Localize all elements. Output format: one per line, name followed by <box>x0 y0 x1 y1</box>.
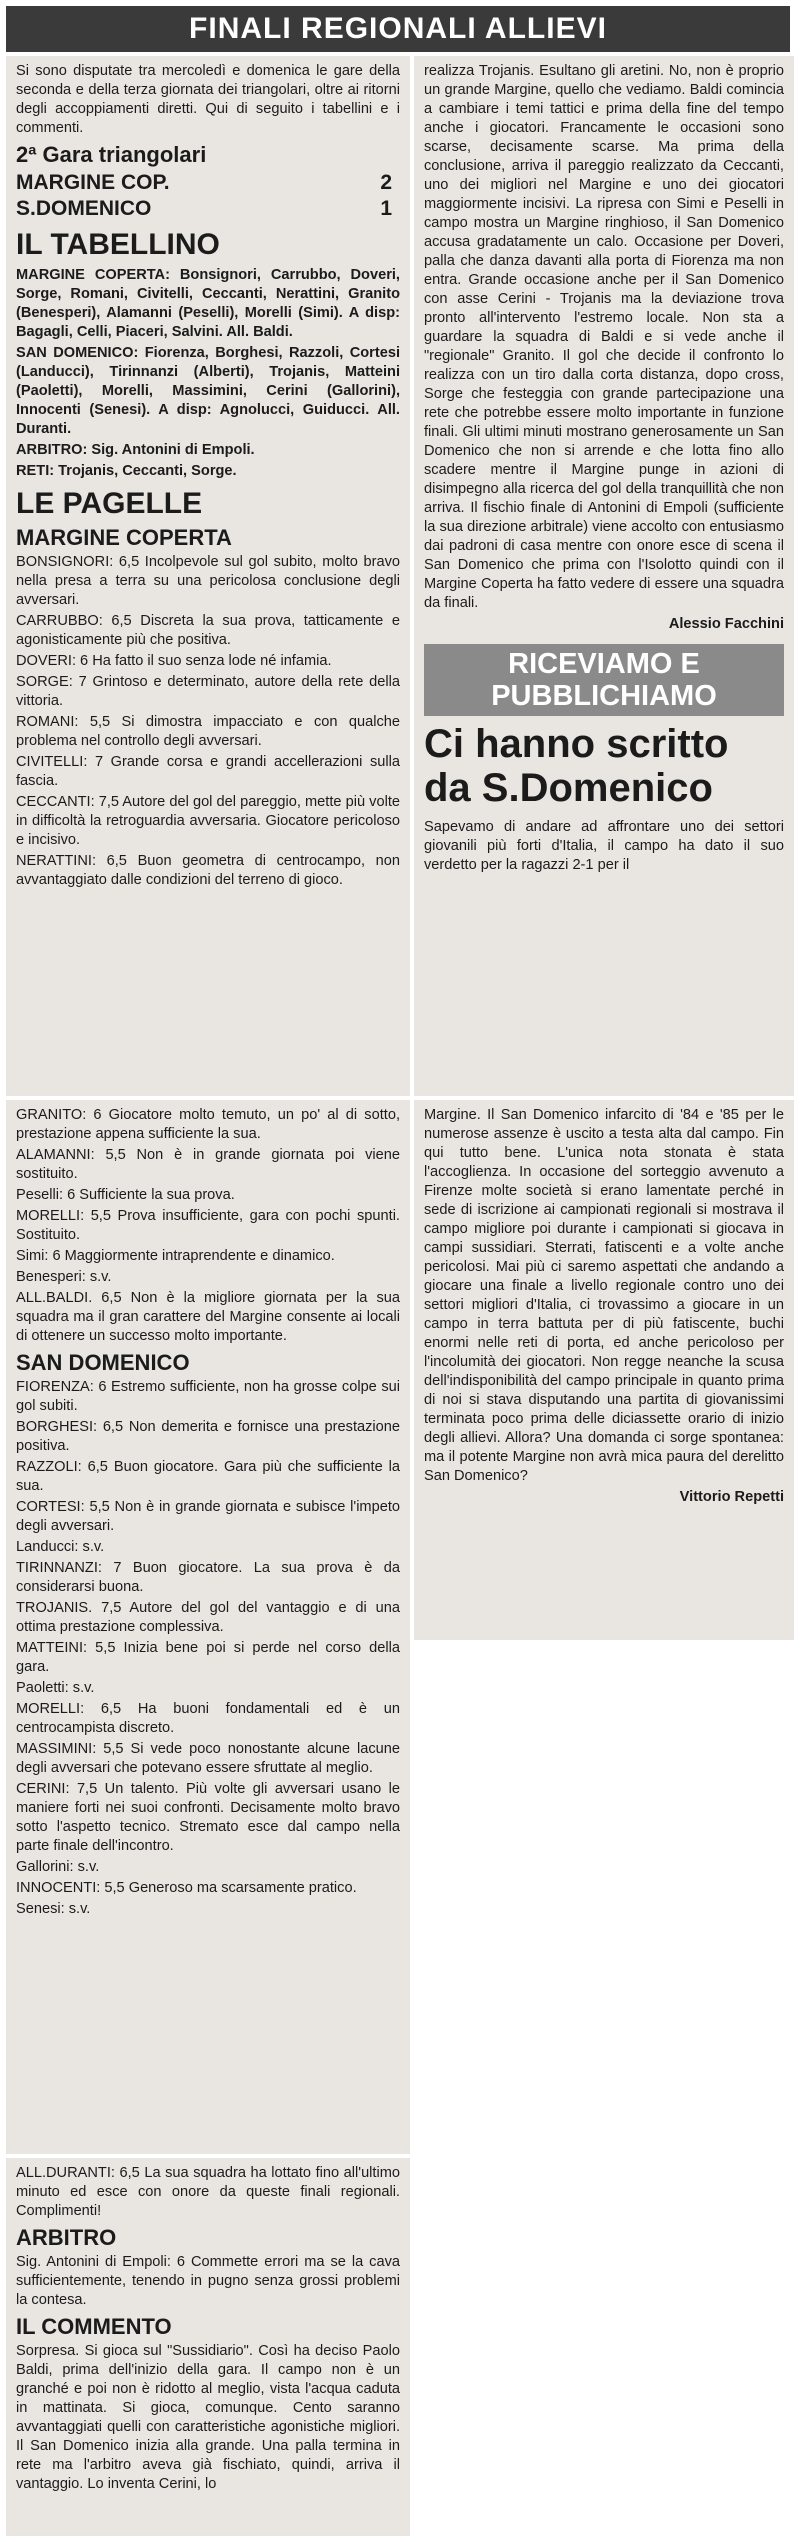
clipping-cronaca <box>414 56 794 1096</box>
ratings-sd-list <box>16 1378 400 1919</box>
tabellino-margine: MARGINE COPERTA: Bonsignori, Carrubbo, Doveri, Sorge, Romani, Civitelli, Ceccanti, Nerattini, Granito (Benesperi), Alamanni (Peselli), Morelli (Simi). A disp: Bagagli, Celli, Piaceri, Salvini. All. Baldi. <box>16 267 400 340</box>
rating-entry: Simi: 6 Maggiormente intraprendente e dinamico. <box>16 1248 335 1264</box>
rating-entry: Senesi: s.v. <box>16 1901 91 1917</box>
rating-entry: Benesperi: s.v. <box>16 1269 112 1285</box>
rating-entry: Landucci: s.v. <box>16 1539 105 1555</box>
rating-entry: Gallorini: s.v. <box>16 1859 100 1875</box>
sandomenico-title: SAN DOMENICO <box>16 1350 190 1375</box>
clipping-lettera <box>414 1100 794 1640</box>
rating-entry: CERINI: 7,5 Un talento. Più volte gli avversari usano le maniere forti nei suoi confronti. Decisamente molto bravo sotto l'aspetto tecnico. Stremato esce dal campo nella parte finale dell'incontro. <box>16 1781 400 1854</box>
rating-entry: RAZZOLI: 6,5 Buon giocatore. Gara più che sufficiente la sua. <box>16 1459 400 1494</box>
rating-entry: ALAMANNI: 5,5 Non è in grande giornata poi viene sostituito. <box>16 1147 400 1182</box>
commento-title: IL COMMENTO <box>16 2314 172 2339</box>
page-banner: FINALI REGIONALI ALLIEVI <box>6 6 790 52</box>
rating-entry: BONSIGNORI: 6,5 Incolpevole sul gol subito, molto bravo nella presa a terra su una pericolosa conclusione degli avversari. <box>16 554 400 608</box>
margine-title: MARGINE COPERTA <box>16 525 232 550</box>
arbitro-title: ARBITRO <box>16 2225 117 2250</box>
rating-entry: SORGE: 7 Grintoso e determinato, autore della rete della vittoria. <box>16 674 400 709</box>
signature-repetti: Vittorio Repetti <box>679 1489 784 1505</box>
rating-entry: FIORENZA: 6 Estremo sufficiente, non ha grosse colpe sui gol subiti. <box>16 1379 400 1414</box>
tabellino-arbitro: ARBITRO: Sig. Antonini di Empoli. <box>16 442 255 458</box>
rating-entry: BORGHESI: 6,5 Non demerita e fornisce una prestazione positiva. <box>16 1419 400 1454</box>
clipping-pagelle <box>6 1100 410 2154</box>
arbitro-rating: Sig. Antonini di Empoli: 6 Commette errori ma se la cava sufficientemente, tenendo in pugno senza grossi problemi la contesa. <box>16 2254 400 2308</box>
rating-entry: DOVERI: 6 Ha fatto il suo senza lode né infamia. <box>16 653 332 669</box>
rating-entry: MASSIMINI: 5,5 Si vede poco nonostante alcune lacune degli avversari che potevano essere sfruttate al meglio. <box>16 1741 400 1776</box>
rating-entry: ROMANI: 5,5 Si dimostra impacciato e con qualche problema nel controllo degli avversari. <box>16 714 400 749</box>
rating-entry: MORELLI: 6,5 Ha buoni fondamentali ed è un centrocampista discreto. <box>16 1701 400 1736</box>
score-row-2 <box>16 196 400 222</box>
letter-start: Sapevamo di andare ad affrontare uno dei settori giovanili più forti d'Italia, il campo ha dato il suo verdetto per la ragazzi 2-1 per il <box>424 819 784 873</box>
tabellino-reti: RETI: Trojanis, Ceccanti, Sorge. <box>16 463 237 479</box>
rating-entry: CARRUBBO: 6,5 Discreta la sua prova, tatticamente e agonisticamente più che positiva. <box>16 613 400 648</box>
tabellino-title: IL TABELLINO <box>16 228 220 261</box>
duranti-rating: ALL.DURANTI: 6,5 La sua squadra ha lottato fino all'ultimo minuto ed esce con onore da queste finali regionali. Complimenti! <box>16 2165 400 2219</box>
intro-text: Si sono disputate tra mercoledì e domenica le gare della seconda e della terza giornata dei triangolari, oltre ai ritorni degli accoppiamenti diretti. Qui di seguito i tabellini e i commenti. <box>16 63 400 136</box>
ratings-mid-list <box>16 1106 400 1346</box>
ratings-top-list <box>16 553 400 890</box>
rating-entry: CIVITELLI: 7 Grande corsa e grandi accellerazioni sulla fascia. <box>16 754 400 789</box>
cronaca-text: realizza Trojanis. Esultano gli aretini. No, non è proprio un grande Margine, quello che vediamo. Baldi comincia a cambiare i temi tattici e prima della fine del tempo anche i giocatori. Francamente le occasioni sono scarse, decisamente scarse. Ma prima della conclusione, arriva il pareggio realizzato da Ceccanti, uno dei migliori nel Margine e uno dei giocatori maggiormente incisivi. La ripresa con Simi e Peselli in campo mostra un Margine ringhioso, il San Domenico accusa gradatamente un calo. Occasione per Doveri, palla che danza davanti alla porta di Fiorenza ma non entra. Grande occasione anche per il San Domenico con asse Cerini - Trojanis ma la deviazione trova pronto all'intervento l'estremo locale. Non sta a guardare la squadra di Baldi e si vede anche il "regionale" Granito. Il gol che decide il confronto lo realizza con un tiro dalla corta distanza, dopo cross, Sorge che festeggia con grande partecipazione una rete che potrebbe essere molto importante in funzione finali. Gli ultimi minuti mostrano generosamente un San Domenico che non si arrende e che lotta fino allo scadere mentre il Margine punge in azioni di disimpegno alla ricerca del gol della tranquillità che non arriva. Il fischio finale di Antonini di Empoli (sufficiente la sua direzione arbitrale) viene accolto con entusiasmo dai padroni di casa mentre con onore esce di scena il San Domenico che prima con l'Isolotto quindi con il Margine Coperta ha fatto vedere di essere una squadra da finali. <box>424 63 784 611</box>
rating-entry: NERATTINI: 6,5 Buon geometra di centrocampo, non avvantaggiato dalle condizioni del terreno di gioco. <box>16 853 400 888</box>
score-margine: 2 <box>380 171 392 194</box>
letter-headline: Ci hanno scritto da S.Domenico <box>424 722 729 810</box>
riceviamo-box: RICEVIAMO E PUBBLICHIAMO <box>424 644 784 716</box>
rating-entry: CECCANTI: 7,5 Autore del gol del pareggio, mette più volte in difficoltà la retroguardia avversaria. Giocatore pericoloso e incisivo. <box>16 794 400 848</box>
pagelle-title: LE PAGELLE <box>16 487 203 520</box>
rating-entry: MATTEINI: 5,5 Inizia bene poi si perde nel corso della gara. <box>16 1640 400 1675</box>
score-row-1 <box>16 170 400 196</box>
rating-entry: Paoletti: s.v. <box>16 1680 95 1696</box>
commento-text: Sorpresa. Si gioca sul "Sussidiario". Così ha deciso Paolo Baldi, prima dell'inizio della gara. Il campo non è un granché e poi non è ridotto al meglio, vista l'acqua caduta in mattinata. Si gioca, comunque. Cento saranno avvantaggiati quelli con caratteristiche agonistiche migliori. Il San Domenico inizia alla grande. Una palla termina in rete ma l'arbitro aveva già fischiato, quindi, arriva il vantaggio. Lo inventa Cerini, lo <box>16 2343 400 2492</box>
clipping-commento <box>6 2158 410 2536</box>
rating-entry: ALL.BALDI. 6,5 Non è la migliore giornata per la sua squadra ma il gran carattere del Margine consente ai locali di ottenere un successo molto importante. <box>16 1290 400 1344</box>
rating-entry: INNOCENTI: 5,5 Generoso ma scarsamente pratico. <box>16 1880 357 1896</box>
letter-text: Margine. Il San Domenico infarcito di '84 e '85 per le numerose assenze è uscito a testa alta dal campo. Fin qui tutto bene. L'unica nota stonata è stata l'accoglienza. In occasione del sorteggio avvenuto a Firenze molte società si erano lamentate perché in sede di iscrizione ai campionati regionali si mostrava il campo migliore poi durante i campionati si giocava in campi sussidiari. Sterrati, fatiscenti e a volte anche pericolosi. Mai più ci saremo aspettati che andando a giocare una finale a livello regionale contro uno dei settori migliori d'Italia, ci trovassimo a giocare in un campo in terra battuta per di più fatiscente, buchi enormi nelle reti di porta, ed anche pericoloso per l'incolumità dei giocatori. Non regge neanche la scusa dell'indisponibilità del campo principale in quanto prima di noi si stava disputando una partita di giovanissimi terminata poco prima delle diciassette orario di inizio degli allievi. Allora? Una domanda ci sorge spontanea: ma il potente Margine non avrà mica paura del derelitto San Domenico? <box>424 1107 784 1484</box>
rating-entry: TIRINNANZI: 7 Buon giocatore. La sua prova è da considerarsi buona. <box>16 1560 400 1595</box>
team-margine: MARGINE COP. <box>16 171 170 194</box>
gara-title: 2ª Gara triangolari <box>16 142 207 167</box>
rating-entry: Peselli: 6 Sufficiente la sua prova. <box>16 1187 235 1203</box>
rating-entry: GRANITO: 6 Giocatore molto temuto, un po' al di sotto, prestazione appena sufficiente la sua. <box>16 1107 400 1142</box>
signature-facchini: Alessio Facchini <box>668 616 784 632</box>
rating-entry: CORTESI: 5,5 Non è in grande giornata e subisce l'impeto degli avversari. <box>16 1499 400 1534</box>
team-sandomenico: S.DOMENICO <box>16 197 152 220</box>
tabellino-sandomenico: SAN DOMENICO: Fiorenza, Borghesi, Razzoli, Cortesi (Landucci), Tirinnanzi (Alberti), Trojanis, Matteini (Paoletti), Morelli, Massimini, Cerini (Gallorini), Innocenti (Senesi). A disp: Agnolucci, Guiducci. All. Duranti. <box>16 345 400 437</box>
clipping-tabellino <box>6 56 410 1096</box>
score-sandomenico: 1 <box>380 197 392 220</box>
rating-entry: TROJANIS. 7,5 Autore del gol del vantaggio e di una ottima prestazione complessiva. <box>16 1600 400 1635</box>
rating-entry: MORELLI: 5,5 Prova insufficiente, gara con pochi spunti. Sostituito. <box>16 1208 400 1243</box>
